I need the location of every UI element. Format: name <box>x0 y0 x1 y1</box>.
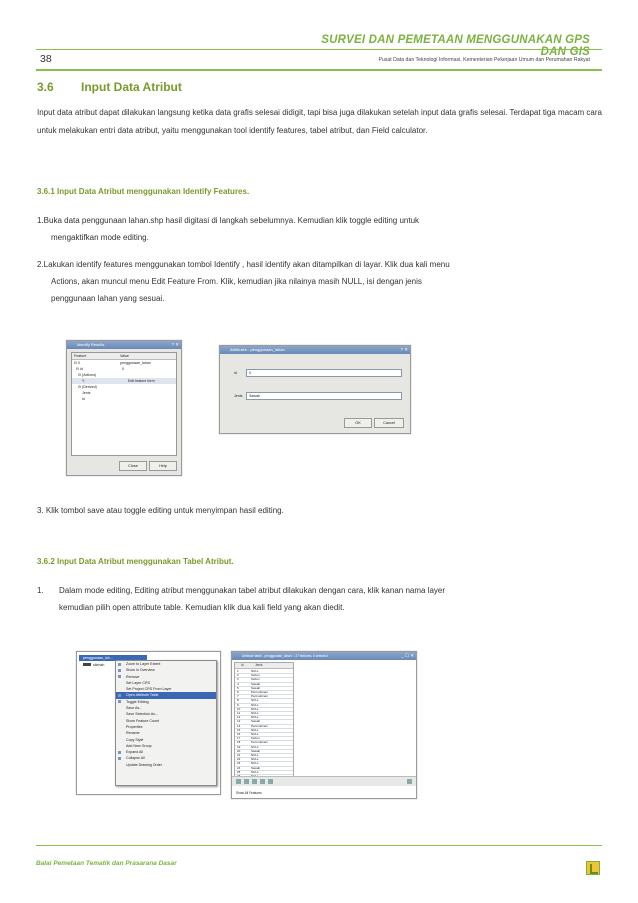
row-id: 13 <box>237 719 241 724</box>
close-button[interactable]: Close <box>119 461 147 471</box>
row-jenis[interactable]: Sawah <box>251 765 261 770</box>
tree-value: Edit feature form <box>128 379 155 383</box>
edit-icon: ✎ <box>82 379 86 383</box>
window-controls[interactable]: ? ✕ <box>400 347 408 352</box>
ctx-label: Update Drawing Order <box>126 762 162 767</box>
row-id: 5 <box>237 685 239 690</box>
row-jenis[interactable]: Kebun <box>251 677 260 682</box>
row-jenis[interactable]: Kebun <box>251 736 260 741</box>
row-id: 12 <box>237 715 241 720</box>
footer-text: Balai Pemetaan Tematik dan Prasarana Dasar <box>36 860 177 867</box>
table-icon <box>118 694 121 697</box>
attributes-dialog <box>219 345 411 434</box>
select-icon[interactable] <box>260 779 265 784</box>
layer-name: sikmah <box>93 663 105 667</box>
ctx-update-drawing-order[interactable] <box>116 762 216 768</box>
attributes-titlebar <box>220 346 410 354</box>
section-intro: Input data atribut dapat dilakukan langsung ketika data grafis selesai didigit, tapi bisa juga dilakukan setelah input data grafis selesai. Terdapat tiga macam cara untuk melakukan entri data atribut, yaitu menggunakan tool identify features, tabel atribut, dan Field calculator. <box>37 108 602 135</box>
row-jenis[interactable]: Sawah <box>251 719 261 724</box>
pencil-icon[interactable] <box>236 779 241 784</box>
attribute-table-title: Attribute table - penggunaan_lahan :: 27 features, 0 selected <box>242 654 328 658</box>
row-id: 21 <box>237 753 241 757</box>
jenis-label: Jenis <box>234 394 243 398</box>
row-id: 22 <box>237 757 241 762</box>
row-id: 24 <box>237 765 241 770</box>
remove-icon <box>118 675 121 678</box>
sub2-step-line-b: kemudian pilih open attribute table. Kemudian klik dua kali field yang akan diedit. <box>59 603 345 612</box>
row-jenis[interactable]: NULL <box>251 761 259 766</box>
ctx-label: Properties <box>126 724 143 729</box>
ctx-label: Show Feature Count <box>126 718 159 723</box>
row-id: 14 <box>237 723 241 728</box>
col-id: id <box>241 663 244 667</box>
collapse-icon <box>118 757 121 760</box>
header-title: SURVEI DAN PEMETAAN MENGGUNAKAN GPS DAN GIS <box>321 34 590 58</box>
step-2 <box>37 256 602 307</box>
header-institution: Pusat Data dan Teknologi Informasi, Kementerian Pekerjaan Umum dan Perumahan Rakyat <box>378 57 590 63</box>
tree-feature: Jenis <box>82 391 91 395</box>
row-id: 9 <box>237 702 239 707</box>
row-jenis[interactable]: Permukiman <box>251 723 268 728</box>
tree-value: 0 <box>122 367 124 371</box>
row-jenis[interactable]: NULL <box>251 769 259 774</box>
identify-title: Identify Results <box>77 342 105 347</box>
row-jenis[interactable]: Sawah <box>251 748 261 753</box>
expand-icon <box>118 751 121 754</box>
row-id: 2 <box>237 673 239 678</box>
row-jenis[interactable]: NULL <box>251 757 259 762</box>
step-1 <box>37 212 602 246</box>
row-jenis[interactable]: NULL <box>251 732 259 736</box>
ok-button[interactable]: OK <box>344 418 372 428</box>
section-number: 3.6 <box>37 80 54 94</box>
section-title <box>37 80 182 94</box>
row-jenis[interactable]: NULL <box>251 753 259 757</box>
layers-panel <box>76 651 221 795</box>
col-feature: Feature <box>74 354 87 358</box>
row-jenis[interactable]: NULL <box>251 727 259 732</box>
row-jenis[interactable]: NULL <box>251 715 259 720</box>
step-2-line-b: Actions, akan muncul menu Edit Feature From. Klik, kemudian jika nilainya masih NULL, isi dengan jenis <box>51 277 422 286</box>
row-id: 25 <box>237 769 241 774</box>
layer-name: penggunaan_lah... <box>83 656 113 660</box>
ctx-label: Copy Style <box>126 737 144 742</box>
row-id: 23 <box>237 761 241 766</box>
id-label: id <box>234 371 237 375</box>
sub2-step-line-a: Dalam mode editing, Editing atribut menggunakan tabel atribut dilakukan dengan cara, klik kanan nama layer <box>59 586 446 595</box>
table-toolbar <box>232 776 416 786</box>
row-jenis[interactable]: Sawah <box>251 681 261 686</box>
pencil-icon <box>118 700 121 703</box>
calculator-icon[interactable] <box>407 779 412 784</box>
col-value: Value <box>120 354 129 358</box>
subsection-2-title: 3.6.2 Input Data Atribut menggunakan Tabel Atribut. <box>37 557 234 566</box>
overview-icon <box>118 669 121 672</box>
subsection-1-title: 3.6.1 Input Data Atribut menggunakan Identify Features. <box>37 187 250 196</box>
tree-feature: ⊟ 0 <box>74 361 81 365</box>
zoom-icon <box>118 663 121 666</box>
step-2-line-c: penggunaan lahan yang sesuai. <box>51 294 165 303</box>
attributes-title: Attributes - penggunaan_lahan <box>230 347 285 352</box>
delete-icon[interactable] <box>252 779 257 784</box>
context-menu <box>115 660 217 786</box>
identify-results-window <box>66 340 182 476</box>
ctx-label: Zoom to Layer Extent <box>126 662 161 666</box>
window-controls[interactable]: _ ☐ ✕ <box>401 653 414 658</box>
row-jenis[interactable]: NULL <box>251 669 259 673</box>
tree-row[interactable] <box>72 396 176 402</box>
tree-feature: id <box>82 397 85 401</box>
row-jenis[interactable]: Permukiman <box>251 694 268 699</box>
footer-rule <box>36 845 602 846</box>
row-jenis[interactable]: Kebun <box>251 673 260 678</box>
grid-body <box>235 669 293 779</box>
step-1-line-a: 1.Buka data penggunaan lahan.shp hasil digitasi di langkah sebelumnya. Kemudian klik toggle editing untuk <box>37 216 420 225</box>
help-button[interactable]: Help <box>149 461 177 471</box>
row-jenis[interactable]: NULL <box>251 706 259 711</box>
identify-tree-header <box>72 353 176 360</box>
row-jenis[interactable]: Permukiman <box>251 690 268 694</box>
col-jenis: Jenis <box>255 663 263 667</box>
row-id: 16 <box>237 732 241 736</box>
layer-item[interactable] <box>83 662 104 668</box>
row-jenis[interactable]: Sawah <box>251 685 261 690</box>
step-2-line-a: 2.Lakukan identify features menggunakan tombol Identify , hasil identify akan ditampilkan di layar. Klik dua kali menu <box>37 260 450 269</box>
cancel-button[interactable]: Cancel <box>374 418 404 428</box>
row-id: 17 <box>237 736 241 741</box>
step-3: 3. Klik tombol save atau toggle editing untuk menyimpan hasil editing. <box>37 506 284 515</box>
row-id: 7 <box>237 694 239 699</box>
page-number: 38 <box>40 53 52 65</box>
ctx-label: Collapse All <box>126 756 145 761</box>
ctx-label: Toggle Editing <box>126 699 149 704</box>
institution-logo-icon <box>586 861 600 875</box>
ctx-label: Save As... <box>126 706 143 711</box>
tree-feature: ⊟ (Derived) <box>78 385 97 389</box>
row-jenis[interactable]: NULL <box>251 744 259 749</box>
row-id: 10 <box>237 706 241 711</box>
row-jenis[interactable]: NULL <box>251 711 259 715</box>
row-id: 11 <box>237 711 241 715</box>
attribute-table-window <box>231 651 417 799</box>
row-id: 15 <box>237 727 241 732</box>
tree-value: penggunaan_lahan <box>120 361 151 365</box>
tree-feature: ⊟ id <box>76 367 83 371</box>
layer-symbol-icon <box>83 663 91 666</box>
ctx-label: Set Layer CRS <box>126 680 150 685</box>
row-id: 20 <box>237 748 241 753</box>
row-jenis[interactable]: NULL <box>251 698 259 703</box>
ctx-label: Expand All <box>126 750 143 755</box>
ctx-label: Set Project CRS From Layer <box>126 687 172 692</box>
row-id: 19 <box>237 744 241 749</box>
ctx-label: Open Attribute Table <box>126 693 159 698</box>
save-icon[interactable] <box>244 779 249 784</box>
row-id: 1 <box>237 669 239 673</box>
show-all-features[interactable]: Show All Features <box>236 791 262 795</box>
filter-icon[interactable] <box>268 779 273 784</box>
row-jenis[interactable]: NULL <box>251 702 259 707</box>
ctx-label: Remove <box>126 674 140 679</box>
tree-feature: ⊟ (Actions) <box>78 373 97 377</box>
identify-tree[interactable] <box>71 352 177 456</box>
sub2-step-1 <box>37 582 602 616</box>
step-1-line-b: mengaktifkan mode editing. <box>51 233 149 242</box>
row-jenis[interactable]: Permukiman <box>251 740 268 745</box>
ctx-label: Add New Group <box>126 743 152 748</box>
row-id: 8 <box>237 698 239 703</box>
row-id: 4 <box>237 681 239 686</box>
jenis-input[interactable]: Sawah <box>246 392 402 400</box>
sub2-step-number: 1. <box>37 586 44 595</box>
section-title-text: Input Data Atribut <box>81 80 182 94</box>
ctx-label: Rename <box>126 731 140 736</box>
row-id: 18 <box>237 740 241 745</box>
window-controls[interactable]: ? ✕ <box>171 342 179 347</box>
id-input[interactable]: 0 <box>246 369 402 377</box>
ctx-label: Save Selection As... <box>126 712 158 717</box>
row-id: 3 <box>237 677 239 682</box>
attribute-grid[interactable] <box>234 662 294 780</box>
row-id: 6 <box>237 690 239 694</box>
identify-titlebar <box>67 341 181 349</box>
attribute-table-titlebar <box>232 652 416 660</box>
ctx-label: Show in Overview <box>126 668 155 673</box>
